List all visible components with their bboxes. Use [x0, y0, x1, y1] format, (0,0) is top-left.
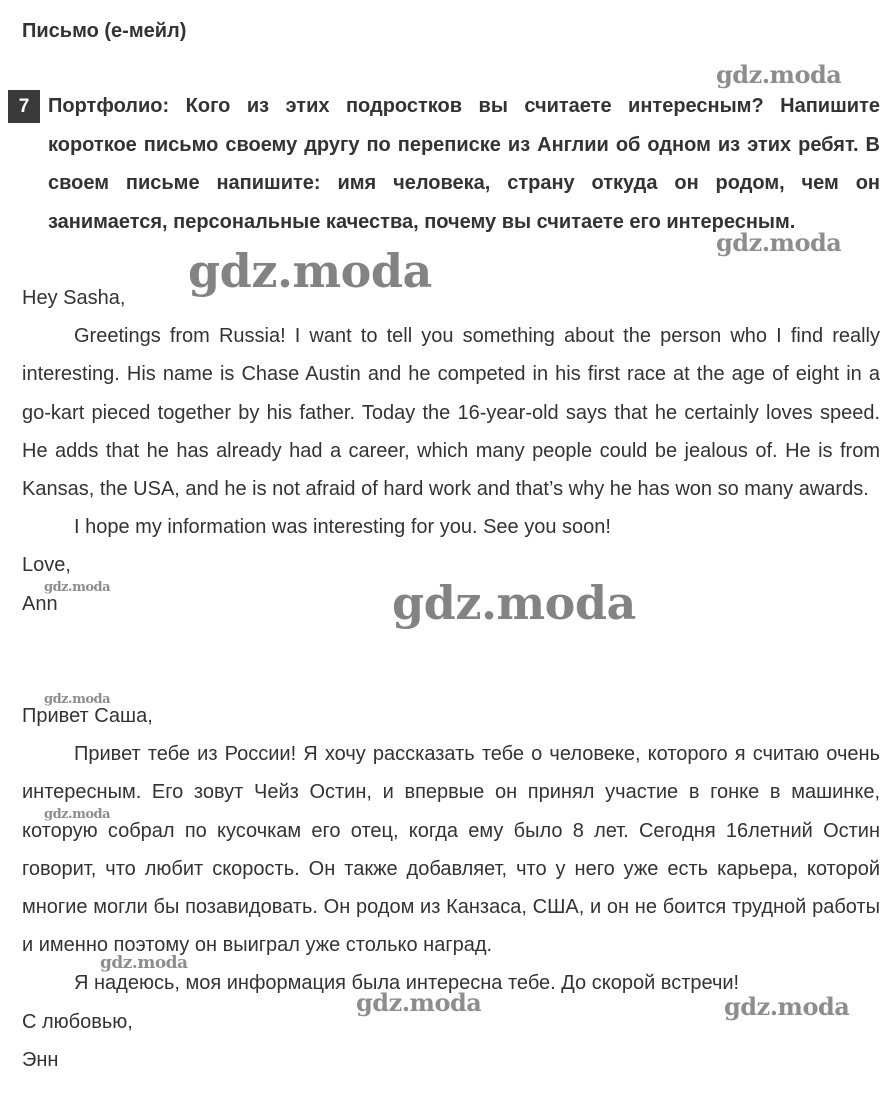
section-title: Письмо (е-мейл): [22, 20, 187, 42]
watermark: gdz.moda: [44, 580, 111, 595]
watermark: gdz.moda: [44, 692, 111, 707]
letter-paragraph: Привет тебе из России! Я хочу рассказать тебе о человеке, которого я считаю очень интересным. Его зовут Чейз Остин, и впервые он принял участие в гонке в машинке, которую собрал по кусочкам его отец, когда ему было 8 лет. Сегодня 16летний Остин говорит, что любит скорость. Он также добавляет, что у него уже есть карьера, которой многие могли бы позавидовать. Он родом из Канзаса, США, и он не боится трудной работы и именно поэтому он выиграл уже столько наград.: [22, 743, 880, 957]
letter-closing: Love,: [22, 554, 71, 577]
watermark: gdz.moda: [188, 244, 432, 298]
watermark: gdz.moda: [100, 953, 188, 973]
watermark: gdz.moda: [392, 576, 636, 630]
letter-paragraph: Я надеюсь, моя информация была интересна тебе. До скорой встречи!: [74, 972, 740, 995]
letter-signature: Ann: [22, 592, 58, 615]
letter-signature: Энн: [22, 1048, 59, 1071]
letter-paragraph: Greetings from Russia! I want to tell you something about the person who I find really interesting. His name is Chase Austin and he competed in his first race at the age of eight in a go-kart pieced together by his father. Today the 16-year-old says that he certainly loves speed. He adds that he has already had a career, which many people could be jealous of. He is from Kansas, the USA, and he is not afraid of hard work and that’s why he has won so many awards.: [22, 325, 880, 501]
task-number-badge: 7: [8, 90, 40, 123]
task-instructions: Портфолио: Кого из этих подростков вы считаете интересным? Напишите короткое письмо своему другу по переписке из Англии об одном из этих ребят. В своем письме напишите: имя человека, страну откуда он родом, чем он занимается, персональные качества, почему вы считаете его интересным.: [48, 95, 880, 233]
watermark: gdz.moda: [716, 228, 842, 257]
letter-greeting: Привет Саша,: [22, 705, 153, 727]
watermark: gdz.moda: [716, 60, 842, 89]
letter-closing: С любовью,: [22, 1010, 133, 1033]
watermark: gdz.moda: [44, 807, 111, 822]
watermark: gdz.moda: [724, 992, 850, 1021]
letter-russian: [22, 697, 880, 1079]
letter-english: [22, 279, 880, 623]
watermark: gdz.moda: [356, 988, 482, 1017]
letter-paragraph: I hope my information was interesting for you. See you soon!: [74, 516, 611, 539]
letter-greeting: Hey Sasha,: [22, 287, 126, 309]
